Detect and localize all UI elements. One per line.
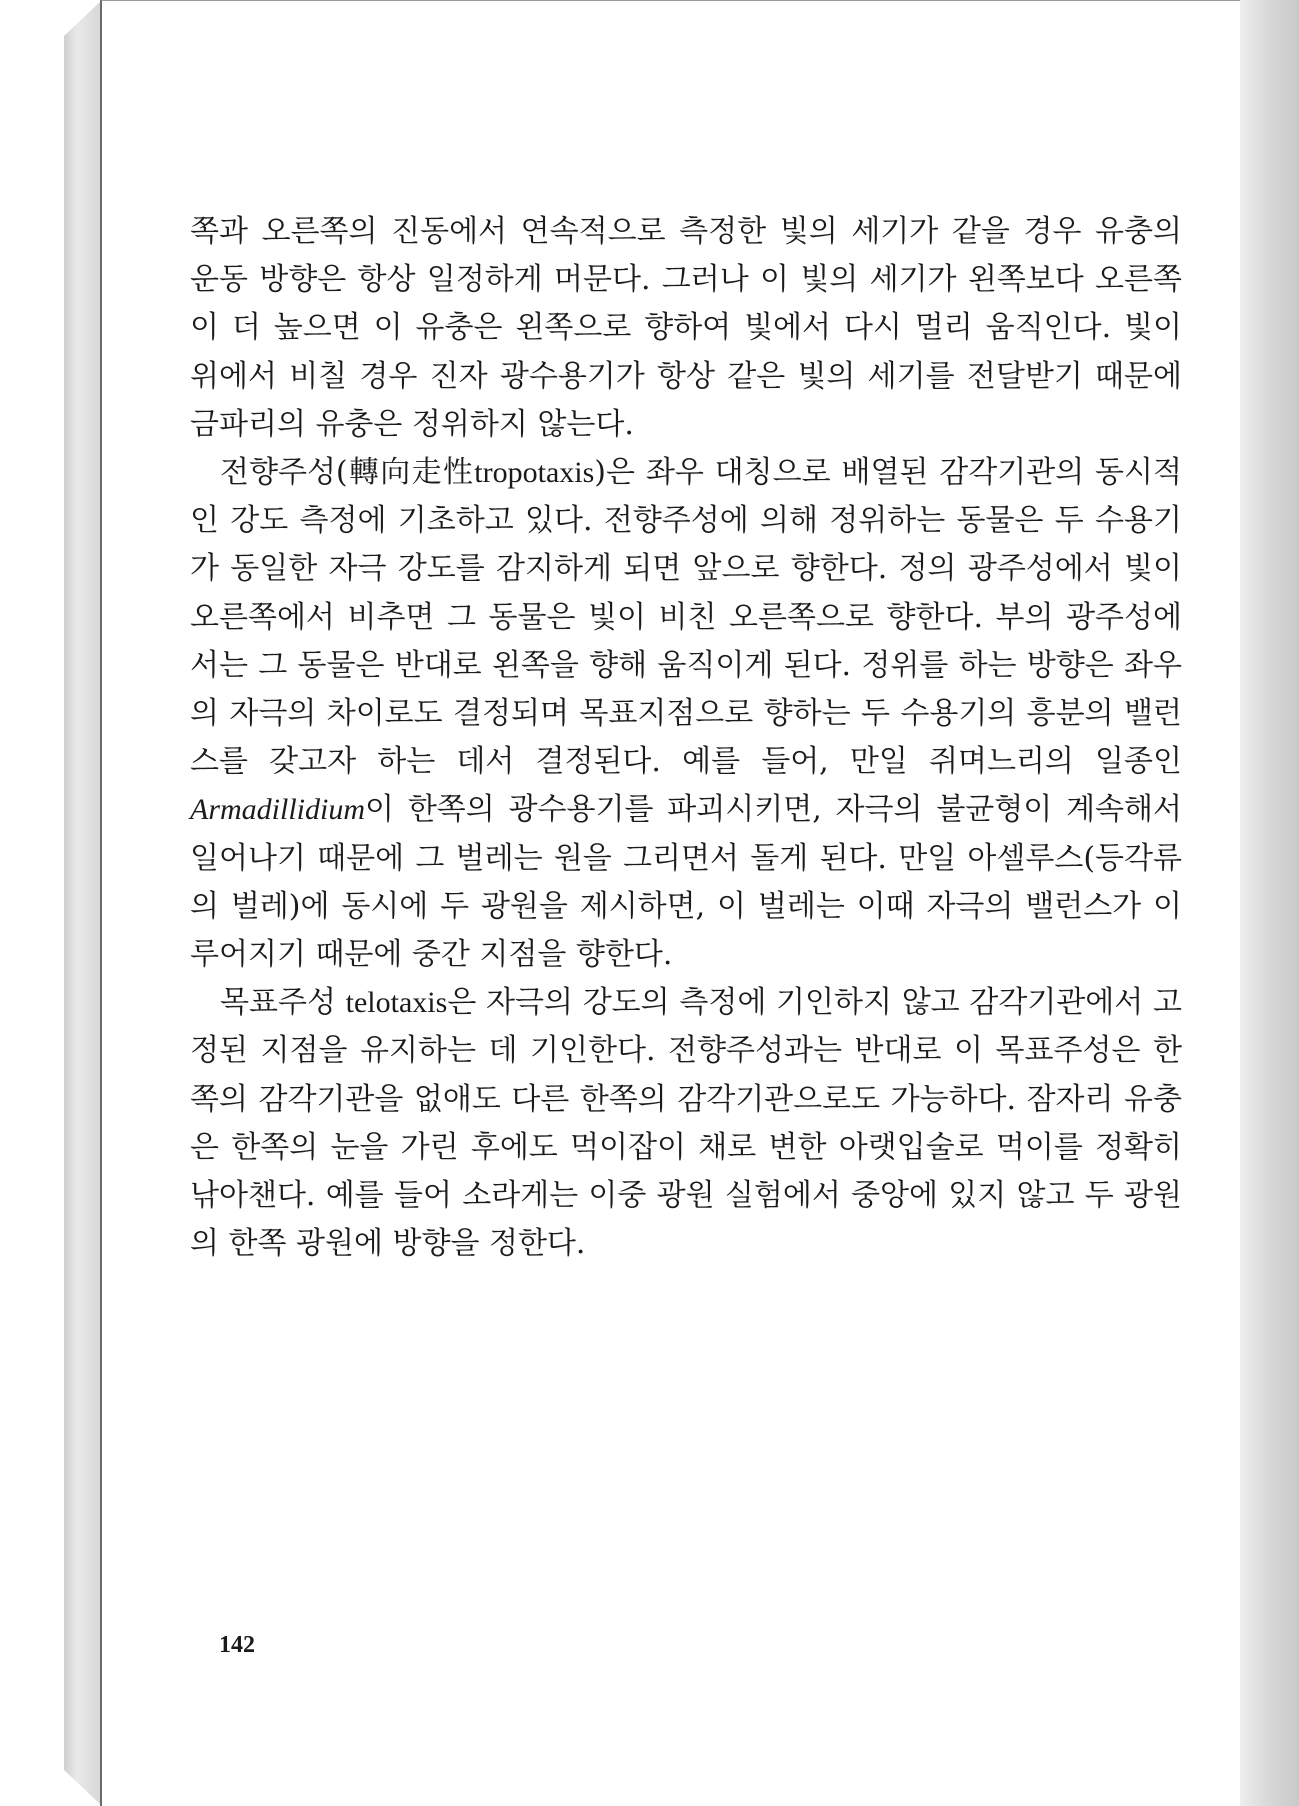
paragraph-3-lead: 목표주성 xyxy=(220,985,346,1021)
paragraph-1 xyxy=(190,208,1182,449)
paragraph-2-italic-term: Armadillidium xyxy=(190,793,366,827)
paragraph-2-tail: 이 한쪽의 광수용기를 파괴시키면, 자극의 불균형이 계속해서 일어나기 때문에 그 벌레는 원을 그리면서 돌게 된다. 만일 아셀루스(등각류의 벌레)에 동시에 두 광원을 제시하면, 이 벌레는 이때 자극의 밸런스가 이루어지기 때문에 중간 지점을 향한다. xyxy=(190,792,1182,973)
paragraph-2 xyxy=(190,449,1182,979)
paragraph-2-lead: 전향주성(轉向走性 xyxy=(220,455,475,491)
paragraph-2-latin-term: tropotaxis xyxy=(474,456,595,490)
paragraph-3-latin-term: telotaxis xyxy=(345,986,448,1020)
body-text xyxy=(190,208,1182,1268)
paragraph-2-rest: )은 좌우 대칭으로 배열된 감각기관의 동시적인 강도 측정에 기초하고 있다. 전향주성에 의해 정위하는 동물은 두 수용기가 동일한 자극 강도를 감지하게 되면 앞으로 향한다. 정의 광주성에서 빛이 오른쪽에서 비추면 그 동물은 빛이 비친 오른쪽으로 향한다. 부의 광주성에서는 그 동물은 반대로 왼쪽을 향해 움직이게 된다. 정위를 하는 방향은 좌우의 자극의 차이로도 결정되며 목표지점으로 향하는 두 수용기의 흥분의 밸런스를 갖고자 하는 데서 결정된다. 예를 들어, 만일 쥐며느리의 일종인 xyxy=(190,455,1182,780)
paragraph-3-rest: 은 자극의 강도의 측정에 기인하지 않고 감각기관에서 고정된 지점을 유지하는 데 기인한다. 전향주성과는 반대로 이 목표주성은 한쪽의 감각기관을 없애도 다른 한쪽의 감각기관으로도 가능하다. 잠자리 유충은 한쪽의 눈을 가린 후에도 먹이잡이 채로 변한 아랫입술로 먹이를 정확히 낚아챈다. 예를 들어 소라게는 이중 광원 실험에서 중앙에 있지 않고 두 광원의 한쪽 광원에 방향을 정한다. xyxy=(190,985,1182,1262)
page-number: 142 xyxy=(219,1632,255,1658)
paragraph-3 xyxy=(190,979,1182,1268)
paragraph-1-text: 쪽과 오른쪽의 진동에서 연속적으로 측정한 빛의 세기가 같을 경우 유충의 운동 방향은 항상 일정하게 머문다. 그러나 이 빛의 세기가 왼쪽보다 오른쪽이 더 높으면 이 유충은 왼쪽으로 향하여 빛에서 다시 멀리 움직인다. 빛이 위에서 비칠 경우 진자 광수용기가 항상 같은 빛의 세기를 전달받기 때문에 금파리의 유충은 정위하지 않는다. xyxy=(190,214,1182,442)
book-edge xyxy=(64,0,102,1806)
